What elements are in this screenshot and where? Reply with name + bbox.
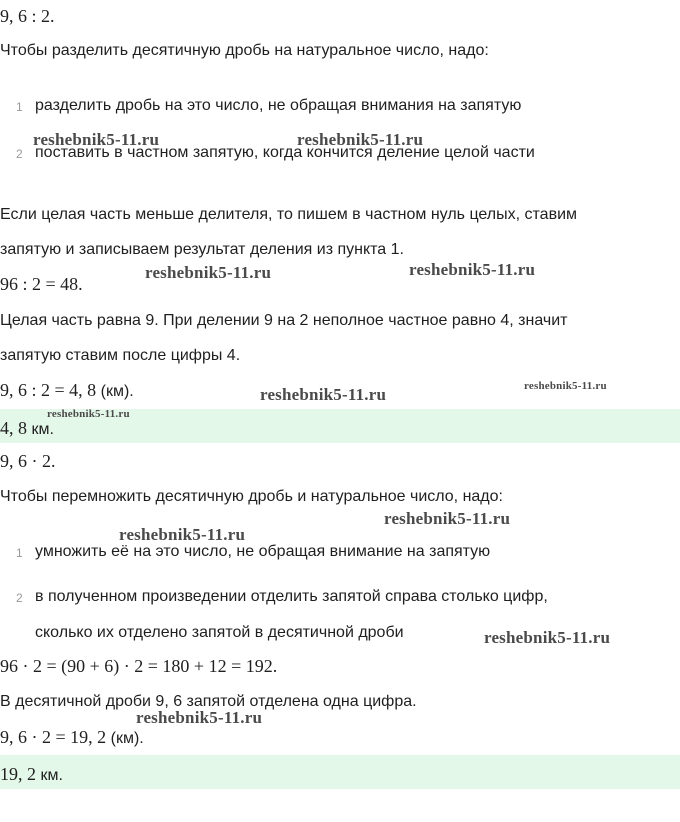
result-expression: 9, 6 : 2 = 4, 8: [0, 380, 97, 400]
result-unit: (км).: [100, 383, 134, 400]
watermark: reshebnik5-11.ru: [119, 525, 246, 544]
watermark: reshebnik5-11.ru: [297, 130, 424, 149]
answer-unit: км.: [40, 767, 63, 784]
answer-1: [0, 418, 54, 440]
watermark: reshebnik5-11.ru: [136, 708, 263, 727]
watermark: reshebnik5-11.ru: [260, 385, 387, 404]
result-expression: 9, 6 · 2 = 19, 2: [0, 727, 107, 747]
explain-line-2: запятую ставим после цифры 4.: [0, 347, 241, 364]
watermark: reshebnik5-11.ru: [484, 628, 611, 647]
step-text: разделить дробь на это число, не обращая внимания на запятую: [35, 97, 522, 114]
step-text: в полученном произведении отделить запятой справа столько цифр,: [35, 588, 548, 605]
note-decimal-digits: В десятичной дроби 9, 6 запятой отделена одна цифра.: [0, 693, 417, 710]
calc-division: 96 : 2 = 48.: [0, 274, 83, 294]
step-number: 1: [16, 100, 23, 114]
note-line-2: запятую и записываем результат деления из пункта 1.: [0, 241, 404, 258]
answer-value: 19, 2: [0, 764, 36, 784]
result-unit: (км).: [110, 730, 144, 747]
multiplication-rule-intro: Чтобы перемножить десятичную дробь и натуральное число, надо:: [0, 488, 503, 505]
answer-unit: км.: [31, 421, 54, 438]
watermark: reshebnik5-11.ru: [524, 380, 607, 392]
result-division: [0, 380, 134, 402]
watermark: reshebnik5-11.ru: [33, 130, 160, 149]
expression-division: 9, 6 : 2.: [0, 6, 55, 26]
answer-value: 4, 8: [0, 418, 27, 438]
step-number: 2: [16, 591, 23, 605]
step-number: 2: [16, 147, 23, 161]
step-text: поставить в частном запятую, когда кончится деление целой части: [35, 144, 535, 161]
watermark: reshebnik5-11.ru: [409, 260, 536, 279]
note-line-1: Если целая часть меньше делителя, то пишем в частном нуль целых, ставим: [0, 206, 578, 223]
explain-line-1: Целая часть равна 9. При делении 9 на 2 неполное частное равно 4, значит: [0, 312, 568, 329]
expression-multiplication: 9, 6 · 2.: [0, 451, 56, 471]
step-text: умножить её на это число, не обращая внимание на запятую: [35, 543, 491, 560]
step-text-continued: сколько их отделено запятой в десятичной дроби: [35, 624, 404, 641]
result-multiplication: [0, 727, 144, 749]
watermark: reshebnik5-11.ru: [145, 263, 272, 282]
watermark: reshebnik5-11.ru: [47, 408, 130, 420]
answer-box-2: [0, 755, 680, 789]
division-rule-intro: Чтобы разделить десятичную дробь на натуральное число, надо:: [0, 42, 489, 59]
answer-2: [0, 764, 63, 786]
calc-multiplication: 96 · 2 = (90 + 6) · 2 = 180 + 12 = 192.: [0, 656, 278, 676]
watermark: reshebnik5-11.ru: [384, 509, 511, 528]
step-number: 1: [16, 546, 23, 560]
